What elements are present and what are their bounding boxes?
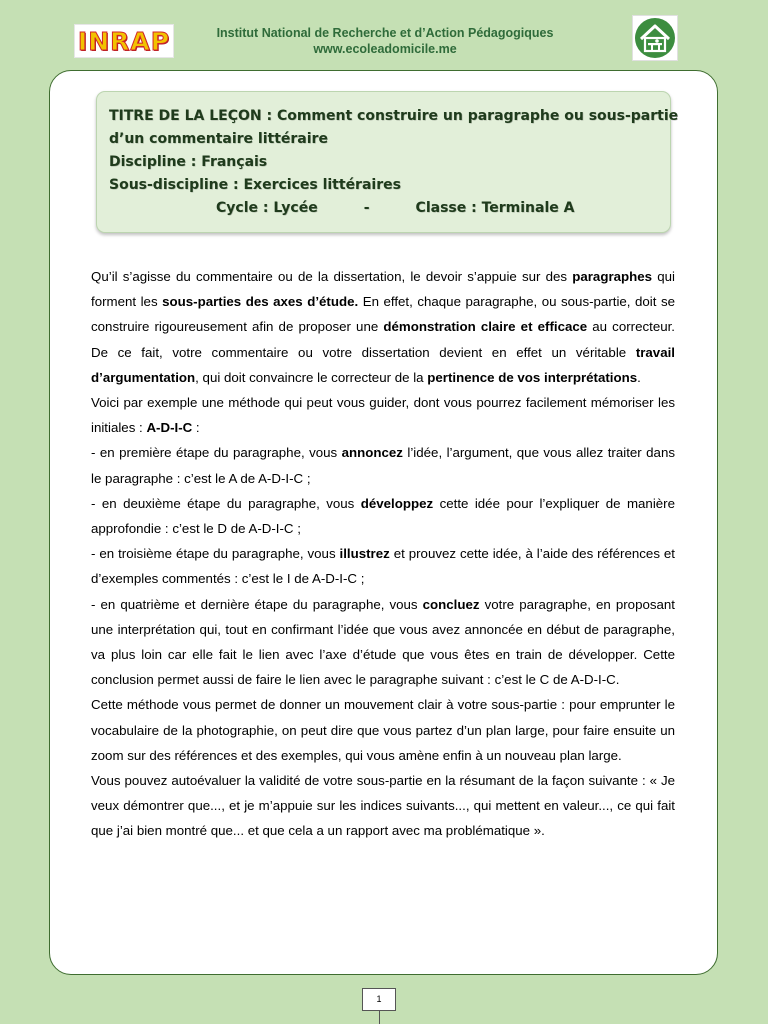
emphasis-text: pertinence de vos interprétations <box>427 369 638 385</box>
page-header <box>0 0 768 70</box>
body-text-run: et prouvez cette idée, à l’aide des références et d’exemples commentés : c’est le I de A-D-I-C ; <box>91 546 675 587</box>
lesson-title-line1: TITRE DE LA LEÇON : Comment construire un paragraphe ou sous-partie <box>109 108 679 124</box>
lesson-body <box>91 264 675 844</box>
emphasis-text: illustrez <box>339 546 390 562</box>
body-text-run: , qui doit convaincre le correcteur de la <box>195 369 428 385</box>
cycle-separator: - <box>363 200 370 216</box>
emphasis-text: A-D-I-C <box>146 420 193 436</box>
body-text-run: En effet, chaque paragraphe, ou sous-partie, doit se construire rigoureusement afin de proposer une <box>91 294 675 335</box>
page-number: 1 <box>362 988 396 1011</box>
header-title <box>190 25 580 57</box>
lesson-title-box <box>96 91 679 233</box>
inrap-logo-text: INRAP <box>77 26 171 56</box>
cycle-label: Cycle : Lycée <box>216 200 318 216</box>
step-annoncer <box>91 440 675 490</box>
paragraph-self-eval <box>91 768 675 844</box>
body-text-run: - en première étape du paragraphe, vous <box>91 445 342 461</box>
paragraph-intro <box>91 264 675 390</box>
lesson-title-line2: d’un commentaire littéraire <box>109 131 328 147</box>
emphasis-text: annoncez <box>341 445 403 461</box>
body-text-run: votre paragraphe, en proposant une interprétation qui, tout en confirmant l’idée que vous avez annoncée en début de paragraphe, va plus loin car elle fait le lien avec l’axe d’étude que vous êtes en train de développer. Cette conclusion permet aussi de faire le lien avec le paragraphe suivant : c’est le C de A-D-I-C. <box>91 596 675 688</box>
website-link[interactable]: www.ecoleadomicile.me <box>313 42 457 56</box>
paragraph-movement <box>91 692 675 768</box>
emphasis-text: développez <box>360 495 434 511</box>
page-number-rule <box>379 1011 380 1024</box>
emphasis-text: sous-parties des axes d’étude. <box>162 294 359 310</box>
step-illustrer <box>91 541 675 591</box>
classe-label: Classe : Terminale A <box>415 200 575 216</box>
emphasis-text: paragraphes <box>572 269 653 284</box>
step-conclure <box>91 592 675 693</box>
body-text-run: . <box>637 369 641 385</box>
body-text-run: Voici par exemple une méthode qui peut vous guider, dont vous pourrez facilement mémoriser les initiales : <box>91 395 675 436</box>
body-text-run: Qu’il s’agisse du commentaire ou de la dissertation, le devoir s’appuie sur des <box>91 269 573 284</box>
cycle-classe-line <box>109 197 658 220</box>
body-text-run: l’idée, l’argument, que vous allez traiter dans le paragraphe : c’est le A de A-D-I-C ; <box>91 445 675 486</box>
body-text-run: cette idée pour l’expliquer de manière approfondie : c’est le D de A-D-I-C ; <box>91 495 675 537</box>
step-developper <box>91 491 675 541</box>
sub-discipline-label: Sous-discipline : Exercices littéraires <box>109 177 401 193</box>
institute-name: Institut National de Recherche et d’Action Pédagogiques <box>216 26 554 40</box>
body-text-run: qui forment les <box>91 269 675 310</box>
emphasis-text: travail d’argumentation <box>91 344 675 385</box>
body-text-run: au correcteur. De ce fait, votre commentaire ou votre dissertation devient en effet un véritable <box>91 319 675 360</box>
house-study-icon <box>632 15 678 61</box>
body-text-run: - en troisième étape du paragraphe, vous <box>91 546 340 562</box>
paragraph-method <box>91 390 675 440</box>
body-text-run: Cette méthode vous permet de donner un mouvement clair à votre sous-partie : pour emprunter le vocabulaire de la photographie, on peut dire que vous partez d’un plan large, pour faire ensuite un zoom sur des références et des exemples, qui vous amène enfin à un nouveau plan large. <box>91 697 675 763</box>
body-text-run: : <box>192 420 200 436</box>
inrap-logo <box>74 24 174 58</box>
emphasis-text: concluez <box>422 596 480 612</box>
discipline-label: Discipline : Français <box>109 154 268 170</box>
body-text-run: - en deuxième étape du paragraphe, vous <box>91 495 361 511</box>
emphasis-text: démonstration claire et efficace <box>383 319 588 335</box>
body-text-run: Vous pouvez autoévaluer la validité de votre sous-partie en la résumant de la façon suivante : « Je veux démontrer que..., et je m’appuie sur les indices suivants..., qui mettent en valeur..., ce qui fait que j’ai bien montré que... et que cela a un rapport avec ma problématique ». <box>91 773 675 839</box>
body-text-run: - en quatrième et dernière étape du paragraphe, vous <box>91 596 423 612</box>
